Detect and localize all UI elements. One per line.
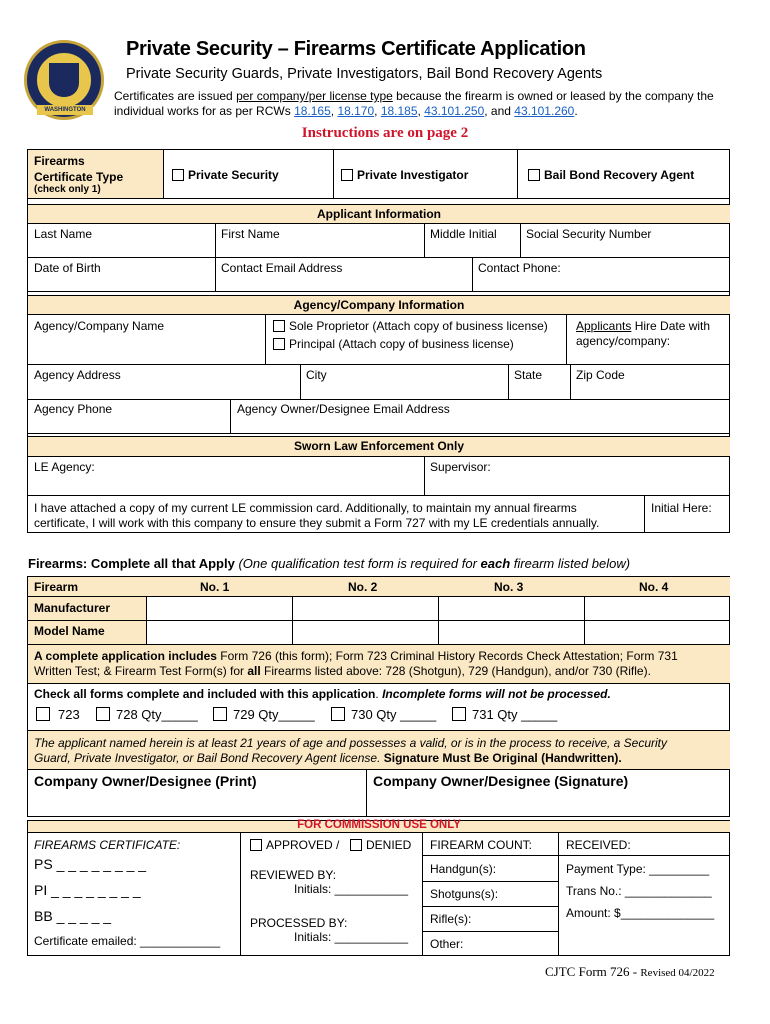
form-729-checkbox[interactable]: 729 Qty_____ (213, 707, 315, 722)
page-title: Private Security – Firearms Certificate Application (126, 38, 586, 60)
pi-number-field[interactable]: PI _ _ _ _ _ _ _ _ (34, 882, 141, 898)
firearms-certificate-label: FIREARMS CERTIFICATE: (34, 838, 181, 852)
contact-email-field[interactable]: Contact Email Address (221, 261, 343, 275)
row-model-name: Model Name (34, 624, 105, 638)
zip-field[interactable]: Zip Code (576, 368, 625, 382)
firearms-heading: Firearms: Complete all that Apply (One qualification test form is required for each firearm listed below) (28, 556, 631, 571)
handguns-count-field[interactable]: Handgun(s): (430, 862, 497, 876)
certificate-emailed-field[interactable]: Certificate emailed: ____________ (34, 934, 221, 948)
received-field[interactable]: RECEIVED: (566, 838, 631, 852)
form-730-checkbox[interactable]: 730 Qty _____ (331, 707, 436, 722)
complete-app-line1: A complete application includes Form 726 (this form); Form 723 Criminal History Records Check Attestation; Form 731 (34, 649, 678, 663)
instructions-note: Instructions are on page 2 (301, 125, 469, 141)
cjtc-seal: WASHINGTON (24, 40, 104, 120)
bb-number-field[interactable]: BB _ _ _ _ _ (34, 908, 112, 924)
col-no-2: No. 2 (348, 580, 378, 594)
state-field[interactable]: State (514, 368, 543, 382)
ps-number-field[interactable]: PS _ _ _ _ _ _ _ _ (34, 856, 147, 872)
owner-email-field[interactable]: Agency Owner/Designee Email Address (237, 402, 450, 416)
city-field[interactable]: City (306, 368, 327, 382)
cert-private-security[interactable]: Private Security (172, 168, 279, 182)
initial-here-field[interactable]: Initial Here: (651, 501, 712, 515)
hire-date-field[interactable]: Applicants Hire Date with (576, 319, 711, 333)
agency-address-field[interactable]: Agency Address (34, 368, 121, 382)
rcw-link-2[interactable]: 18.170 (337, 104, 375, 118)
form-723-checkbox[interactable]: 723 (36, 707, 80, 722)
attestation-line2: Guard, Private Investigator, or Bail Bond Recovery Agent license. Signature Must Be Original (Handwritten). (34, 751, 622, 765)
checklist-heading: Check all forms complete and included with this application. Incomplete forms will not be processed. (34, 687, 611, 701)
owner-signature-field[interactable]: Company Owner/Designee (Signature) (373, 773, 629, 789)
page-subtitle: Private Security Guards, Private Investigators, Bail Bond Recovery Agents (126, 66, 603, 82)
le-statement-line2: certificate, I will work with this company to ensure they submit a Form 727 with my LE credentials annually. (34, 516, 600, 530)
other-count-field[interactable]: Other: (430, 937, 464, 951)
applicant-header: Applicant Information (317, 207, 441, 221)
processed-initials-field[interactable]: Initials: ___________ (294, 930, 409, 944)
sole-proprietor-checkbox[interactable]: Sole Proprietor (Attach copy of business license) (273, 319, 548, 333)
ssn-field[interactable]: Social Security Number (526, 227, 652, 241)
principal-checkbox[interactable]: Principal (Attach copy of business license) (273, 337, 514, 351)
le-statement-line1: I have attached a copy of my current LE commission card. Additionally, to maintain my annual firearms (34, 501, 577, 515)
contact-phone-field[interactable]: Contact Phone: (478, 261, 561, 275)
complete-app-line2: Written Test; & Firearm Test Form(s) for all Firearms listed above: 728 (Shotgun), 729 (Handgun), and/or 730 (Rifle). (34, 664, 651, 678)
supervisor-field[interactable]: Supervisor: (430, 460, 491, 474)
denied-checkbox[interactable]: DENIED (350, 838, 411, 852)
first-name-field[interactable]: First Name (221, 227, 280, 241)
rcw-link-5[interactable]: 43.101.260 (514, 104, 575, 118)
rcw-link-3[interactable]: 18.185 (380, 104, 418, 118)
dob-field[interactable]: Date of Birth (34, 261, 101, 275)
processed-by-label: PROCESSED BY: (250, 916, 348, 930)
col-firearm: Firearm (34, 580, 79, 594)
attestation-line1: The applicant named herein is at least 21 years of age and possesses a valid, or is in the process to receive, a Security (34, 736, 668, 750)
agency-header: Agency/Company Information (293, 298, 465, 312)
reviewed-by-label: REVIEWED BY: (250, 868, 337, 882)
agency-phone-field[interactable]: Agency Phone (34, 402, 113, 416)
cert-bail-bond[interactable]: Bail Bond Recovery Agent (528, 168, 694, 182)
last-name-field[interactable]: Last Name (34, 227, 93, 241)
col-no-3: No. 3 (494, 580, 524, 594)
amount-field[interactable]: Amount: $______________ (566, 906, 715, 920)
commission-header: FOR COMMISSION USE ONLY (297, 819, 461, 831)
rcw-link-1[interactable]: 18.165 (294, 104, 331, 118)
middle-initial-field[interactable]: Middle Initial (430, 227, 497, 241)
form-footer: CJTC Form 726 - Revised 04/2022 (545, 964, 715, 979)
col-no-1: No. 1 (200, 580, 230, 594)
approved-checkbox[interactable]: APPROVED / (250, 838, 339, 852)
shotguns-count-field[interactable]: Shotguns(s): (430, 887, 499, 901)
certificate-note: Certificates are issued per company/per license type because the firearm is owned or leased by the company the individual works for as per RCWs 18.165, 18.170, 18.185, 43.101.250, and 43.101.260. (114, 89, 714, 118)
owner-print-field[interactable]: Company Owner/Designee (Print) (34, 773, 257, 789)
col-no-4: No. 4 (639, 580, 669, 594)
sworn-header: Sworn Law Enforcement Only (293, 439, 465, 453)
rifles-count-field[interactable]: Rifle(s): (430, 912, 472, 926)
reviewed-initials-field[interactable]: Initials: ___________ (294, 882, 409, 896)
rcw-link-4[interactable]: 43.101.250 (424, 104, 485, 118)
form-728-checkbox[interactable]: 728 Qty_____ (96, 707, 198, 722)
trans-no-field[interactable]: Trans No.: _____________ (566, 884, 712, 898)
row-manufacturer: Manufacturer (34, 601, 111, 615)
cert-private-investigator[interactable]: Private Investigator (341, 168, 468, 182)
form-731-checkbox[interactable]: 731 Qty _____ (452, 707, 557, 722)
firearm-count-label: FIREARM COUNT: (430, 838, 532, 852)
agency-name-field[interactable]: Agency/Company Name (34, 319, 165, 333)
le-agency-field[interactable]: LE Agency: (34, 460, 95, 474)
payment-type-field[interactable]: Payment Type: _________ (566, 862, 710, 876)
